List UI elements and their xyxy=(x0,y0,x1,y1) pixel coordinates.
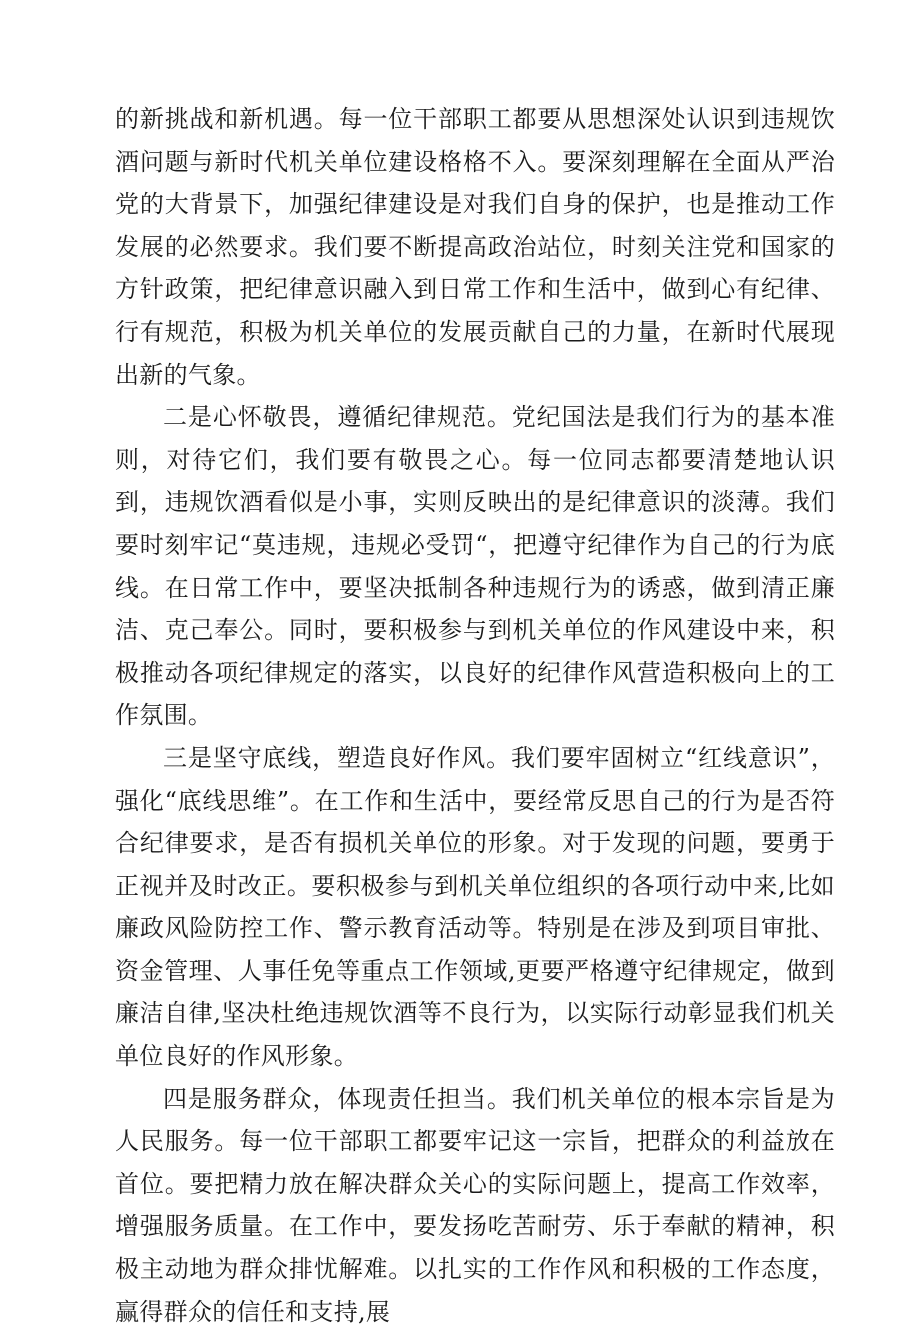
document-body xyxy=(115,98,835,1333)
paragraph-continuation: 的新挑战和新机遇。每一位干部职工都要从思想深处认识到违规饮酒问题与新时代机关单位建设格格不入。要深刻理解在全面从严治党的大背景下，加强纪律建设是对我们自身的保护，也是推动工作发展的必然要求。我们要不断提高政治站位，时刻关注党和国家的方针政策，把纪律意识融入到日常工作和生活中，做到心有纪律、行有规范，积极为机关单位的发展贡献自己的力量，在新时代展现出新的气象。 xyxy=(115,105,835,389)
paragraph-point-two: 二是心怀敬畏，遵循纪律规范。党纪国法是我们行为的基本准则，对待它们，我们要有敬畏之心。每一位同志都要清楚地认识到，违规饮酒看似是小事，实则反映出的是纪律意识的淡薄。我们要时刻牢记“莫违规，违规必受罚“，把遵守纪律作为自己的行为底线。在日常工作中，要坚决抵制各种违规行为的诱惑，做到清正廉洁、克己奉公。同时，要积极参与到机关单位的作风建设中来，积极推动各项纪律规定的落实，以良好的纪律作风营造积极向上的工作氛围。 xyxy=(115,403,835,730)
paragraph-point-three: 三是坚守底线，塑造良好作风。我们要牢固树立“红线意识”，强化“底线思维”。在工作和生活中，要经常反思自己的行为是否符合纪律要求，是否有损机关单位的形象。对于发现的问题，要勇于正视并及时改正。要积极参与到机关单位组织的各项行动中来,比如廉政风险防控工作、警示教育活动等。特别是在涉及到项目审批、资金管理、人事任免等重点工作领域,更要严格遵守纪律规定，做到廉洁自律,坚决杜绝违规饮酒等不良行为，以实际行动彰显我们机关单位良好的作风形象。 xyxy=(115,743,835,1071)
paragraph-point-four: 四是服务群众，体现责任担当。我们机关单位的根本宗旨是为人民服务。每一位干部职工都要牢记这一宗旨，把群众的利益放在首位。要把精力放在解决群众关心的实际问题上，提高工作效率，增强服务质量。在工作中，要发扬吃苦耐劳、乐于奉献的精神，积极主动地为群众排忧解难。以扎实的工作作风和积极的工作态度，赢得群众的信任和支持,展 xyxy=(115,1084,835,1326)
